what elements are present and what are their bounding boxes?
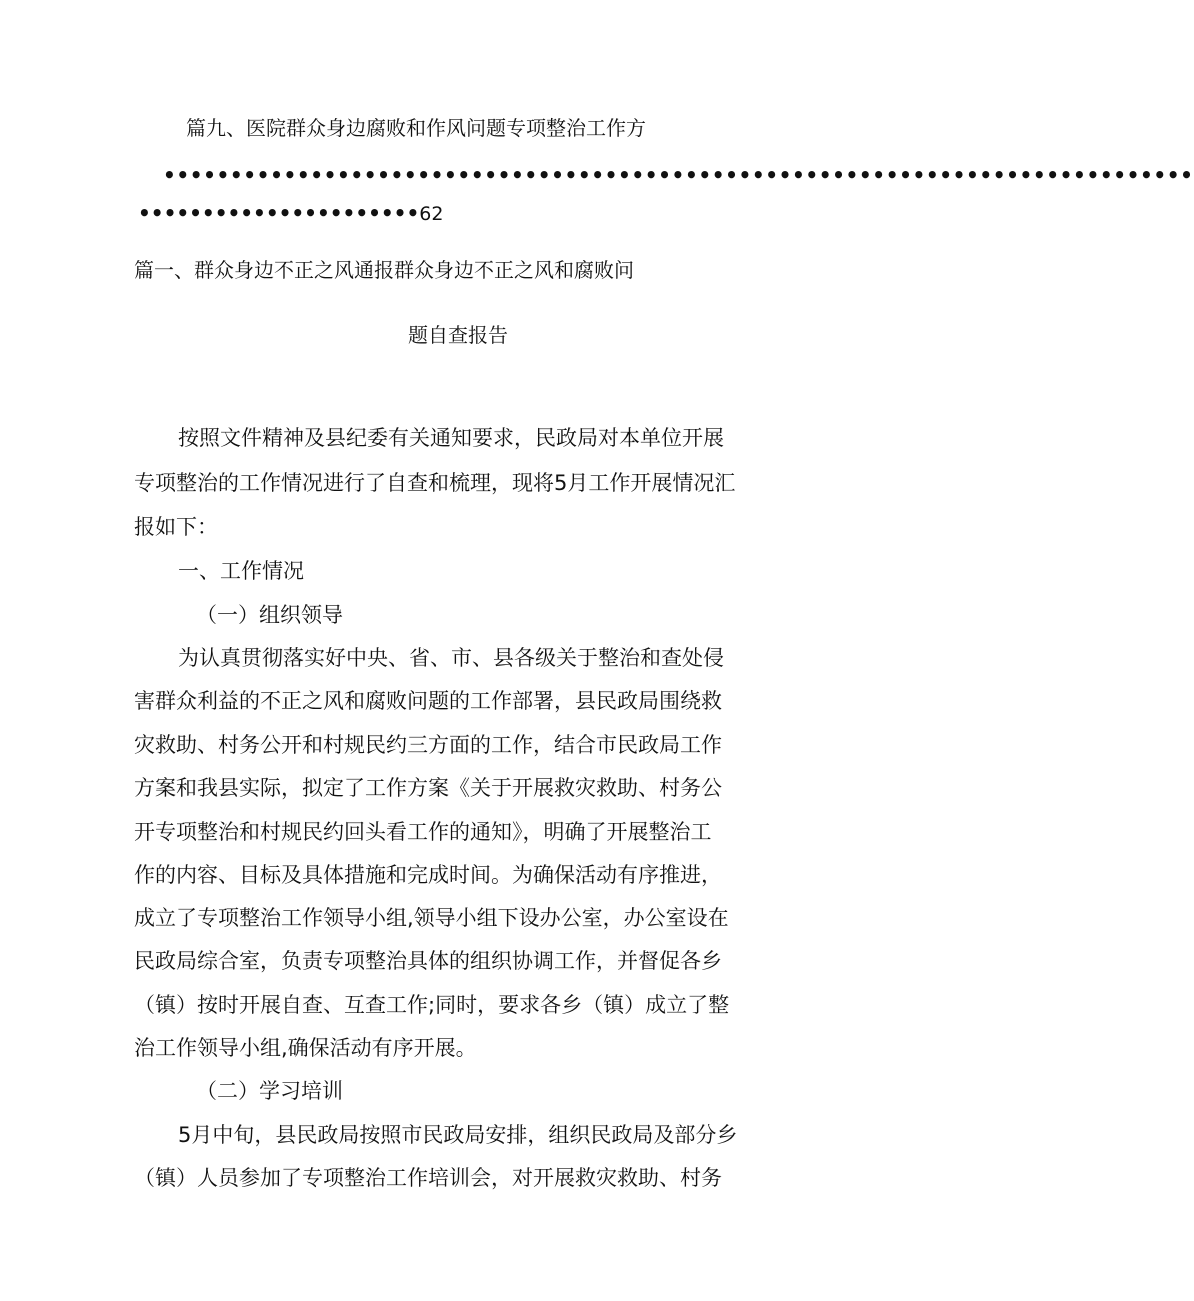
subsection-heading: （二）学习培训 [196,1079,343,1103]
paragraph-line: 灾救助、村务公开和村规民约三方面的工作，结合市民政局工作 [134,733,722,757]
paragraph-line: 开专项整治和村规民约回头看工作的通知》，明确了开展整治工 [134,820,712,844]
doc-title-line-1: 篇一、群众身边不正之风通报群众身边不正之风和腐败问 [134,258,634,282]
toc-page-number: 62 [419,203,444,225]
paragraph-line: 治工作领导小组,确保活动有序开展。 [134,1036,477,1060]
paragraph-line: 作的内容、目标及具体措施和完成时间。为确保活动有序推进， [134,863,722,887]
paragraph-line: 方案和我县实际，拟定了工作方案《关于开展救灾救助、村务公 [134,776,722,800]
toc-entry-title: 篇九、医院群众身边腐败和作风问题专项整治工作方 [186,116,646,140]
subsection-heading: （一）组织领导 [196,603,343,627]
toc-leader-dots-2: •••••••••••••••••••••• [138,201,420,225]
paragraph-line: 5月中旬，县民政局按照市民政局安排，组织民政局及部分乡 [178,1123,738,1147]
paragraph-line: （镇）人员参加了专项整治工作培训会，对开展救灾救助、村务 [134,1166,722,1190]
paragraph-line: 专项整治的工作情况进行了自查和梳理，现将5月工作开展情况汇 [134,471,736,495]
section-heading: 一、工作情况 [178,559,304,583]
paragraph-line: 成立了专项整治工作领导小组,领导小组下设办公室，办公室设在 [134,906,729,930]
toc-leader-dots: ••••••••••••••••••••••••••••••••••••••••••••••••••••••••••••••••••••••••••••• [163,163,1194,187]
paragraph-line: （镇）按时开展自查、互查工作;同时，要求各乡（镇）成立了整 [134,993,730,1017]
paragraph-line: 害群众利益的不正之风和腐败问题的工作部署，县民政局围绕救 [134,689,722,713]
paragraph-line: 民政局综合室，负责专项整治具体的组织协调工作，并督促各乡 [134,949,722,973]
paragraph-line: 报如下： [134,515,218,539]
toc-leader-dots-page [138,200,443,227]
paragraph-line: 按照文件精神及县纪委有关通知要求，民政局对本单位开展 [178,426,724,450]
paragraph-line: 为认真贯彻落实好中央、省、市、县各级关于整治和查处侵 [178,646,724,670]
doc-title-line-2: 题自查报告 [408,323,508,347]
